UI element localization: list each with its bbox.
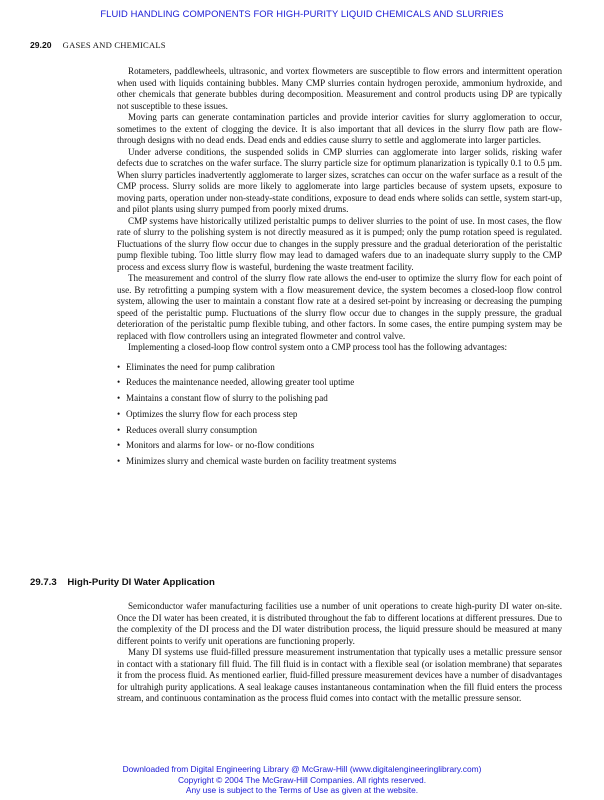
bullet-icon: •	[117, 440, 121, 451]
section-title: High-Purity DI Water Application	[67, 577, 215, 588]
list-item-text: Reduces the maintenance needed, allowing greater tool uptime	[126, 377, 355, 388]
paragraph: Moving parts can generate contamination particles and provide interior cavities for slurry agglomeration to occur, sometimes to the extent of clogging the device. It is also important that all devices in the slurry flow path are flow-through designs with no dead ends. Dead ends and eddies cause slurry to settle and agglomerate into larger particles.	[117, 112, 562, 145]
paragraph: Many DI systems use fluid-filled pressure measurement instrumentation that typically uses a metallic pressure sensor in contact with a stationary fill fluid. The fill fluid is in contact with a flexible seal (or isolation membrane) that separates it from the process fluid. As mentioned earlier, fluid-filled pressure measurement devices have a number of disadvantages for ultrahigh purity applications. A seal leakage causes instantaneous contamination when the fill fluid enters the process stream, and continuous contamination as the process fluid comes into contact with the metallic pressure sensor.	[117, 647, 562, 703]
source-banner[interactable]: FLUID HANDLING COMPONENTS FOR HIGH-PURITY LIQUID CHEMICALS AND SLURRIES	[100, 8, 504, 19]
list-item	[117, 440, 562, 456]
section-heading	[30, 577, 215, 588]
paragraph: Semiconductor wafer manufacturing facilities use a number of unit operations to create high-purity DI water on-site. Once the DI water has been created, it is distributed throughout the fab to different locations at different pressures. Due to the complexity of the DI process and the DI water distribution process, the liquid pressure should be measured at many different points to verify unit operations are functioning properly.	[117, 601, 562, 646]
bullet-icon: •	[117, 408, 121, 419]
list-item	[117, 362, 562, 378]
footer-terms: Any use is subject to the Terms of Use as given at the website.	[185, 785, 419, 796]
list-item-text: Monitors and alarms for low- or no-flow conditions	[126, 440, 315, 451]
list-item-text: Optimizes the slurry flow for each process step	[126, 408, 298, 419]
list-item	[117, 409, 562, 425]
body-text-part1	[117, 66, 562, 472]
body-text-part2	[117, 601, 562, 705]
list-item-text: Maintains a constant flow of slurry to the polishing pad	[126, 393, 328, 404]
list-item	[117, 393, 562, 409]
paragraph: Rotameters, paddlewheels, ultrasonic, and vortex flowmeters are susceptible to flow errors and intermittent operation when used with liquids containing bubbles. Many CMP slurries contain hydrogen peroxide, ammonium hydroxide, and other chemicals that generate bubbles during decomposition. Measurement and control products using DP are typically not susceptible to these issues.	[117, 66, 562, 111]
download-footer	[0, 764, 604, 796]
bullet-icon: •	[117, 424, 121, 435]
section-number: 29.7.3	[30, 577, 57, 588]
list-item-text: Minimizes slurry and chemical waste burden on facility treatment systems	[126, 456, 397, 467]
running-head	[30, 40, 166, 50]
bullet-icon: •	[117, 456, 121, 467]
list-item	[117, 377, 562, 393]
paragraph: The measurement and control of the slurry flow rate allows the end-user to optimize the slurry flow for each point of use. By retrofitting a pumping system with a flow measurement device, the system becomes a closed-loop flow control system, allowing the user to maintain a constant flow rate at a desired set-point by increasing or decreasing the pumping speed of the peristaltic pump. Fluctuations of the slurry flow occur due to changes in the supply pressure, the gradual deterioration of the peristaltic pump flexible tubing, and other factors. In some cases, the entire pumping system may be replaced with flow controllers using an integrated flowmeter and control valve.	[117, 273, 562, 341]
paragraph: Implementing a closed-loop flow control system onto a CMP process tool has the following advantages:	[128, 342, 508, 352]
paragraph: Under adverse conditions, the suspended solids in CMP slurries can agglomerate into larger solids, risking wafer defects due to scratches on the wafer surface. The slurry particle size for optimum planarization is typically 0.1 to 0.5 µm. When slurry particles inadvertently agglomerate to larger sizes, scratches can occur on the wafer surface as a result of the CMP process. Slurry solids are more likely to agglomerate into large particles because of system upsets, exposure to moving parts, operation under non-steady-state conditions, exposure to dead ends where solids can settle, system start-up, and pilot plants using slurry pumped from poorly mixed drums.	[117, 146, 562, 214]
bullet-icon: •	[117, 393, 121, 404]
list-item	[117, 456, 562, 472]
advantages-list	[117, 362, 562, 473]
list-item-text: Eliminates the need for pump calibration	[126, 361, 275, 372]
list-item-text: Reduces overall slurry consumption	[126, 424, 258, 435]
chapter-title: GASES AND CHEMICALS	[62, 40, 166, 50]
footer-copyright: Copyright © 2004 The McGraw-Hill Companies. All rights reserved.	[177, 774, 427, 785]
page-number: 29.20	[30, 40, 52, 50]
bullet-icon: •	[117, 377, 121, 388]
list-item	[117, 425, 562, 441]
bullet-icon: •	[117, 361, 121, 372]
paragraph: CMP systems have historically utilized peristaltic pumps to deliver slurries to the point of use. In most cases, the flow rate of slurry to the polishing system is not directly measured as it is pumped; only the pump rotation speed is regulated. Fluctuations of the slurry flow occur due to changes in the supply pressure and the gradual deterioration of the peristaltic pump flexible tubing. Too little slurry flow may lead to damaged wafers due to an inadequate slurry supply to the CMP process and excess slurry flow is wasteful, burdening the waste treatment facility.	[117, 215, 562, 272]
footer-download-link[interactable]: Downloaded from Digital Engineering Library @ McGraw-Hill (www.digitalengineeringlibrary.com)	[122, 764, 482, 774]
